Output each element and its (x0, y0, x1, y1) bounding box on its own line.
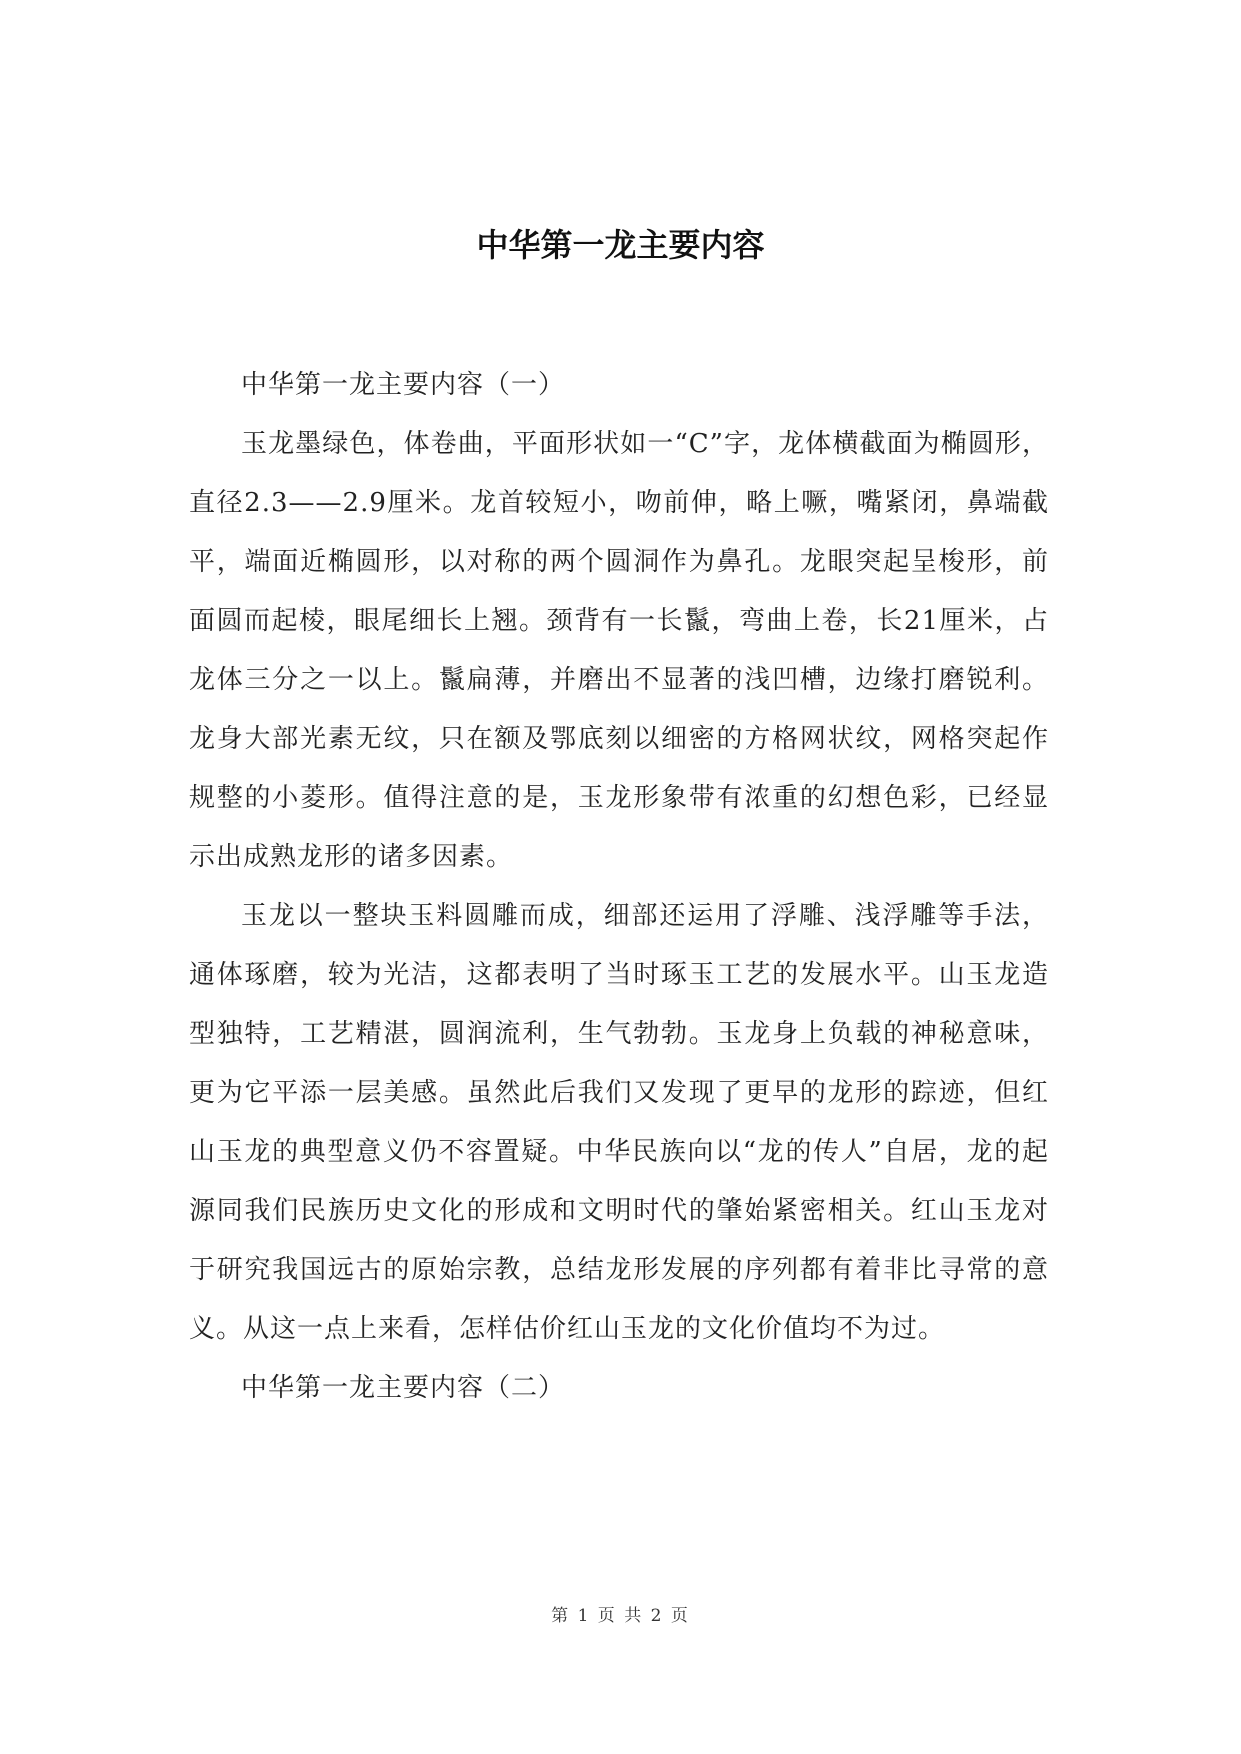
section-heading-1: 中华第一龙主要内容（一） (241, 370, 566, 400)
document-title: 中华第一龙主要内容 (476, 226, 765, 264)
page-number-footer: 第 1 页 共 2 页 (551, 1606, 690, 1626)
section-heading-2: 中华第一龙主要内容（二） (241, 1373, 566, 1403)
document-body (189, 356, 1049, 1418)
paragraph-1: 玉龙墨绿色，体卷曲，平面形状如一“C”字，龙体横截面为椭圆形，直径2.3——2.9厘米。龙首较短小，吻前伸，略上噘，嘴紧闭，鼻端截平，端面近椭圆形，以对称的两个圆洞作为鼻孔。龙眼突起呈梭形，前面圆而起棱，眼尾细长上翘。颈背有一长鬣，弯曲上卷，长21厘米，占龙体三分之一以上。鬣扁薄，并磨出不显著的浅凹槽，边缘打磨锐利。龙身大部光素无纹，只在额及鄂底刻以细密的方格网状纹，网格突起作规整的小菱形。值得注意的是，玉龙形象带有浓重的幻想色彩，已经显示出成熟龙形的诸多因素。 (189, 429, 1049, 872)
paragraph-2: 玉龙以一整块玉料圆雕而成，细部还运用了浮雕、浅浮雕等手法，通体琢磨，较为光洁，这都表明了当时琢玉工艺的发展水平。山玉龙造型独特，工艺精湛，圆润流利，生气勃勃。玉龙身上负载的神秘意味，更为它平添一层美感。虽然此后我们又发现了更早的龙形的踪迹，但红山玉龙的典型意义仍不容置疑。中华民族向以“龙的传人”自居，龙的起源同我们民族历史文化的形成和文明时代的肇始紧密相关。红山玉龙对于研究我国远古的原始宗教，总结龙形发展的序列都有着非比寻常的意义。从这一点上来看，怎样估价红山玉龙的文化价值均不为过。 (189, 901, 1049, 1344)
